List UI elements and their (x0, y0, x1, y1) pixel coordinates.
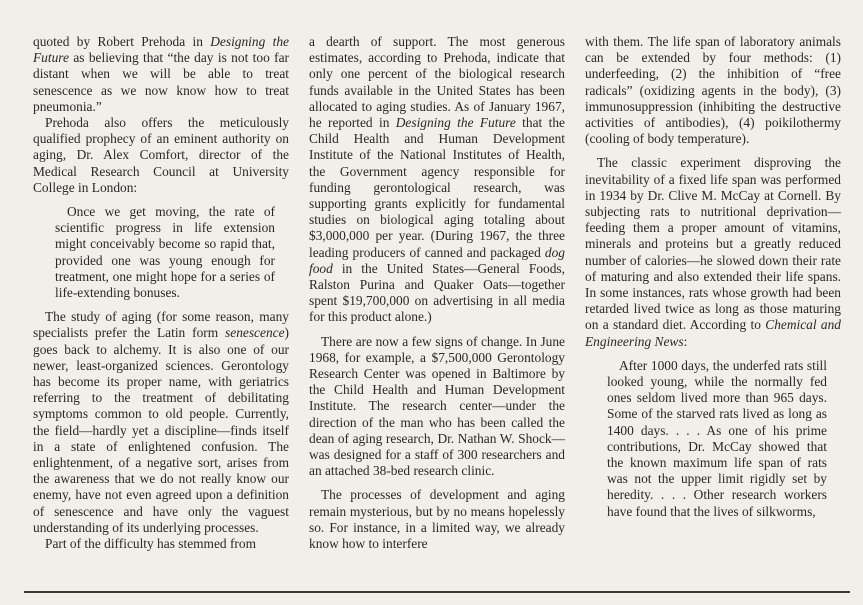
block-quote (55, 204, 275, 301)
paragraph (585, 34, 841, 147)
text-run: There are now a few signs of change. In June 1968, for example, a $7,500,000 Gerontology Research Center was opened in Baltimore by the Child Health and Human Development Institute. The research center—under the direction of the man who has been called the dean of aging research, Dr. Nathan W. Shock—was designed for a staff of 300 researchers and an attached 38-bed research clinic. (309, 333, 565, 479)
text-run: a dearth of support. The most generous estimates, according to Prehoda, indicate that only one percent of the biological research funds available in the United States has been allocated to aging studies. As of January 1967, he reported in (309, 34, 565, 131)
paragraph (33, 536, 289, 552)
paragraph (33, 309, 289, 536)
text-run: quoted by Robert Prehoda in (33, 34, 211, 49)
text-run: The study of aging (for some reason, many specialists prefer the Latin form (33, 309, 289, 341)
footer-rule (24, 591, 850, 593)
text-run: Part of the difficulty has stemmed from (45, 536, 256, 552)
text-column-2 (309, 34, 565, 552)
paragraph (309, 334, 565, 480)
text-run: ) goes back to alchemy. It is also one of our newer, least-organized sciences. Gerontology has become its proper name, with geriatrics referring to the treatment of debilitating symptoms common to old people. Currently, the field—hardly yet a discipline—finds itself in a state of enlightened confusion. The enlightenment, of a negative sort, arises from the awareness that we do not really know our enemy, have not even agreed upon a definition of senescence and have only the vaguest understanding of its underlying processes. (33, 325, 289, 535)
italic-text: dog food (309, 244, 565, 276)
block-quote (607, 358, 827, 520)
text-run: : (683, 333, 688, 349)
text-column-1 (33, 34, 289, 552)
paragraph (585, 155, 841, 349)
paragraph (309, 34, 565, 326)
text-run: The processes of development and aging remain mysterious, but by no means hopelessly so. For instance, in a limited way, we already know how to interfere (309, 487, 565, 552)
italic-text: senescence (225, 325, 285, 341)
text-run: Prehoda also offers the meticulously qualified prophecy of an eminent authority on aging, Dr. Alex Comfort, director of the Medical Research Council at University College in London: (33, 115, 289, 195)
italic-text: Chemical and Engineering News (585, 317, 841, 349)
text-column-3 (585, 34, 841, 528)
paragraph (309, 487, 565, 552)
paragraph (33, 115, 289, 196)
paragraph (33, 34, 289, 115)
text-run: The classic experiment disproving the inevitability of a fixed life span was performed in 1934 by Dr. Clive M. McCay at Cornell. By subjecting rats to nutritional deprivation—feeding them a proper amount of vitamins, minerals and proteins but a greatly reduced number of calories—he slowed down their rate of maturing and also extended their life spans. In some instances, rats whose growth had been retarded lived twice as long as those maturing on a standard diet. According to (585, 155, 841, 333)
text-run: with them. The life span of laboratory animals can be extended by four methods: (1) underfeeding, (2) the inhibition of “free radicals” (oxidizing agents in the body), (3) immunosuppression (inhibiting the destructive activities of antibodies), (4) poikilothermy (cooling of body temperature). (585, 34, 841, 147)
italic-text: Designing the Future (33, 34, 289, 66)
text-run: Once we get moving, the rate of scientific progress in life extension might conceivably become so rapid that, provided one was young enough for treatment, one might hope for a series of life-extending bonuses. (55, 204, 275, 301)
text-run: in the United States—General Foods, Ralston Purina and Quaker Oats—together spent $19,700,000 on advertising in all media for this product alone.) (309, 260, 565, 325)
text-run: After 1000 days, the underfed rats still looked young, while the normally fed ones seldom lived more than 965 days. Some of the starved rats lived as long as 1400 days. . . . As one of his prime contributions, Dr. McCay showed that the known maximum life span of rats was not the upper limit rigidly set by heredity. . . . Other research workers have found that the lives of silkworms, (607, 357, 827, 519)
text-run: that the Child Health and Human Development Institute of the National Institutes of Health, the Government agency responsible for funding gerontological research, was supporting grants explicitly for fundamental studies on biological aging totaling about $3,000,000 per year. (During 1967, the three leading producers of canned and packaged (309, 115, 565, 260)
text-run: as believing that “the day is not too far distant when we will be able to treat senescence as we now know how to treat pneumonia.” (33, 50, 289, 114)
italic-text: Designing the Future (395, 115, 516, 131)
